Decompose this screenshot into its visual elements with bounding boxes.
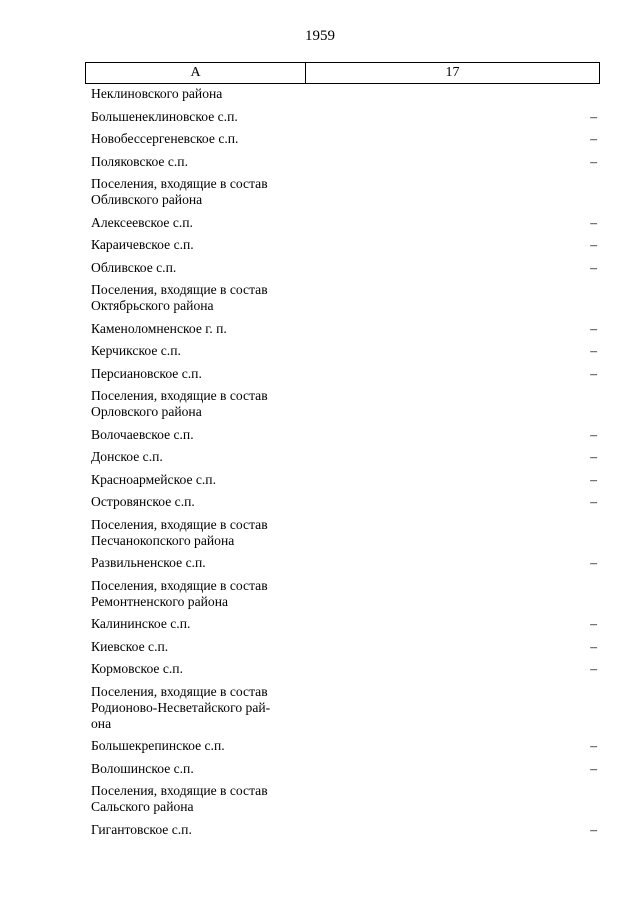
row-label	[91, 154, 311, 170]
table-row	[91, 494, 597, 517]
table-row	[91, 427, 597, 450]
row-label	[91, 343, 311, 359]
row-value: –	[590, 471, 597, 487]
row-label-line: Красноармейское с.п.	[91, 471, 216, 487]
row-label	[91, 366, 311, 382]
row-label-line: Поляковское с.п.	[91, 153, 188, 169]
table-row-section-heading	[91, 86, 597, 109]
row-label-line: Поселения, входящие в состав	[91, 577, 268, 593]
row-label-line: Каменоломненское г. п.	[91, 320, 227, 336]
row-label-line: Неклиновского района	[91, 86, 223, 101]
table-row-section-heading	[91, 282, 597, 321]
row-label-line: Поселения, входящие в состав	[91, 282, 268, 297]
row-label-line: Поселения, входящие в состав	[91, 176, 268, 191]
row-label	[91, 684, 311, 732]
row-label-line: Сальского района	[91, 799, 194, 814]
row-label	[91, 109, 311, 125]
table-row	[91, 237, 597, 260]
row-label-line: Октябрьского района	[91, 298, 214, 313]
row-value: –	[590, 343, 597, 358]
row-value: –	[590, 555, 597, 570]
row-label	[91, 822, 311, 838]
row-label-line: Большенеклиновское с.п.	[91, 108, 238, 124]
row-label-line: Орловского района	[91, 404, 202, 419]
row-label-line: Большекрепинское с.п.	[91, 738, 225, 753]
table-row-section-heading	[91, 176, 597, 215]
row-value: –	[590, 616, 597, 631]
table-row	[91, 449, 597, 472]
row-label	[91, 86, 311, 102]
row-label-line: Песчанокопского района	[91, 532, 235, 548]
row-label-line: Алексеевское с.п.	[91, 214, 193, 230]
table-row	[91, 109, 597, 132]
row-value: –	[590, 638, 597, 654]
row-label	[91, 131, 311, 147]
row-value: –	[590, 738, 597, 753]
row-label-line: Донское с.п.	[91, 449, 163, 464]
row-label	[91, 616, 311, 632]
row-label-line: Поселения, входящие в состав	[91, 388, 268, 403]
row-label-line: Развильненское с.п.	[91, 555, 206, 570]
table-row	[91, 131, 597, 154]
table-row-section-heading	[91, 578, 597, 617]
table-header	[85, 62, 600, 84]
row-value: –	[590, 365, 597, 381]
row-label-line: Караичевское с.п.	[91, 237, 194, 252]
row-label-line: Персиановское с.п.	[91, 365, 202, 381]
row-value: –	[590, 108, 597, 124]
row-label	[91, 494, 311, 510]
row-label	[91, 449, 311, 465]
row-label	[91, 388, 311, 420]
table-row	[91, 616, 597, 639]
table-row	[91, 154, 597, 177]
table-body	[91, 86, 597, 844]
table-row	[91, 822, 597, 845]
row-label	[91, 761, 311, 777]
table-row	[91, 555, 597, 578]
row-label	[91, 517, 311, 549]
row-label-line: Ремонтненского района	[91, 593, 228, 609]
row-label-line: Обливское с.п.	[91, 259, 177, 275]
row-value: –	[590, 661, 597, 676]
row-value: –	[590, 760, 597, 776]
table-row	[91, 639, 597, 662]
row-label	[91, 260, 311, 276]
row-value: –	[590, 449, 597, 464]
row-value: –	[590, 214, 597, 230]
table-row	[91, 661, 597, 684]
table-row-section-heading	[91, 517, 597, 556]
table-row	[91, 472, 597, 495]
row-label	[91, 321, 311, 337]
row-label	[91, 282, 311, 314]
row-label	[91, 472, 311, 488]
row-label	[91, 783, 311, 815]
row-label-line: Гигантовское с.п.	[91, 821, 192, 837]
row-label-line: она	[91, 715, 112, 731]
row-value: –	[590, 426, 597, 442]
row-value: –	[590, 821, 597, 837]
table-row	[91, 366, 597, 389]
row-value: –	[590, 320, 597, 336]
row-label	[91, 555, 311, 571]
table-row-section-heading	[91, 684, 597, 739]
row-label	[91, 237, 311, 253]
row-value: –	[590, 237, 597, 252]
table-row	[91, 260, 597, 283]
row-label	[91, 176, 311, 208]
row-label	[91, 427, 311, 443]
row-label-line: Волочаевское с.п.	[91, 426, 194, 442]
row-value: –	[590, 131, 597, 146]
column-header-17: 17	[445, 65, 460, 80]
row-value: –	[590, 259, 597, 275]
table-row-section-heading	[91, 388, 597, 427]
table-row-section-heading	[91, 783, 597, 822]
row-label	[91, 215, 311, 231]
row-label-line: Поселения, входящие в состав	[91, 516, 268, 532]
row-label-line: Новобессергеневское с.п.	[91, 131, 239, 146]
column-header-a: А	[86, 63, 306, 83]
row-label-line: Поселения, входящие в состав	[91, 783, 268, 798]
row-label	[91, 578, 311, 610]
row-label-line: Родионово-Несветайского рай-	[91, 699, 271, 715]
row-label	[91, 738, 311, 754]
row-label-line: Керчикское с.п.	[91, 343, 181, 358]
table-row	[91, 321, 597, 344]
table-row	[91, 215, 597, 238]
row-value: –	[590, 153, 597, 169]
row-label	[91, 661, 311, 677]
page-number: 1959	[305, 28, 335, 44]
table-row	[91, 761, 597, 784]
row-label-line: Калининское с.п.	[91, 616, 191, 631]
row-label-line: Островянское с.п.	[91, 494, 195, 509]
row-label-line: Кормовское с.п.	[91, 661, 183, 676]
table-row	[91, 343, 597, 366]
row-label-line: Поселения, входящие в состав	[91, 683, 268, 699]
row-label	[91, 639, 311, 655]
row-value: –	[590, 494, 597, 509]
row-label-line: Обливского района	[91, 192, 203, 207]
row-label-line: Киевское с.п.	[91, 638, 169, 654]
table-row	[91, 738, 597, 761]
row-label-line: Волошинское с.п.	[91, 760, 194, 776]
